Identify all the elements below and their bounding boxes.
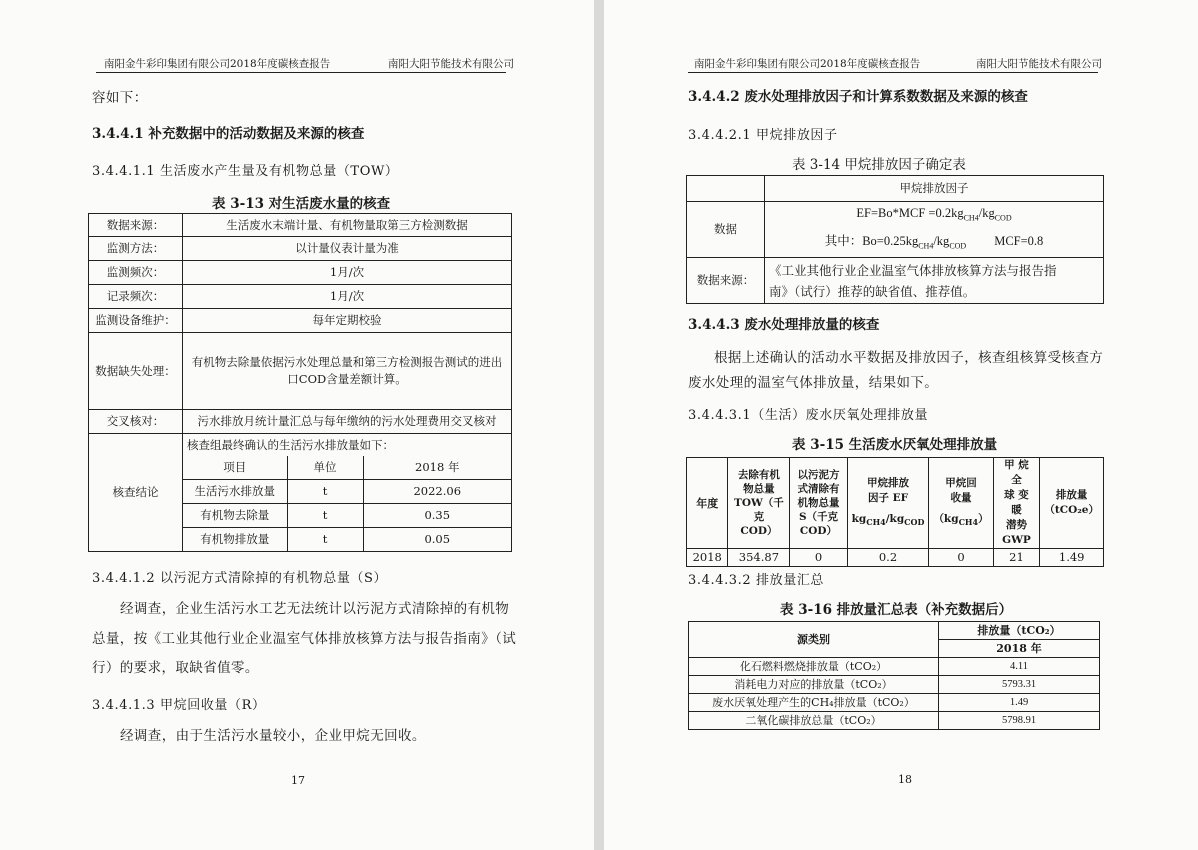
- row-key: 监测方法：: [89, 237, 183, 261]
- page-number: 18: [898, 773, 912, 786]
- header-left-title: 南阳金牛彩印集团有限公司2018年度碳核查报告: [694, 58, 921, 70]
- row-key: 数据缺失处理：: [89, 333, 183, 410]
- inner-cell: 生活污水排放量: [183, 479, 287, 503]
- table-3-13: [88, 213, 512, 552]
- subsection-title-2-1: 3.4.4.2.1 甲烷排放因子: [688, 128, 838, 143]
- cell-source: 二氧化碳排放总量（tCO₂）: [689, 712, 939, 730]
- table-row: [183, 479, 511, 503]
- table-row: [687, 549, 1104, 567]
- source-key: 数据来源：: [687, 258, 765, 304]
- paragraph-line-2: 废水处理的温室气体排放量，结果如下。: [688, 375, 939, 391]
- header-left-title: 南阳金牛彩印集团有限公司2018年度碳核查报告: [104, 58, 331, 70]
- table-row: [89, 333, 512, 410]
- table-row: [89, 237, 512, 261]
- inner-cell: t: [287, 503, 363, 527]
- header-emission: 排放量 （tCO₂e）: [1040, 458, 1104, 549]
- paragraph-2-line-3: 行）的要求，取缺省值零。: [92, 660, 259, 676]
- table-row: [689, 622, 1100, 640]
- cell-recovery: 0: [929, 549, 993, 567]
- header-rule: [96, 72, 506, 73]
- formula-cell: [765, 202, 1104, 258]
- header-recovery: 甲烷回 收量 $(kg_{CH4})$: [929, 458, 993, 549]
- table-row: [689, 658, 1100, 676]
- section-title: 3.4.4.1 补充数据中的活动数据及来源的核查: [92, 126, 365, 142]
- inner-cell: 2022.06: [363, 479, 511, 503]
- conclusion-intro: 核查组最终确认的生活污水排放量如下：: [187, 438, 394, 452]
- table-3-16: [688, 621, 1100, 730]
- inner-cell: 0.35: [363, 503, 511, 527]
- formula-line-1: $EF=Bo*MCF =0.2kg_{CH4}/kg_{COD}$: [856, 206, 1012, 223]
- cell-year: 2018: [687, 549, 728, 567]
- header-year: 年度: [687, 458, 728, 549]
- page-number: 17: [291, 774, 305, 787]
- table-3-16-caption: 表 3-16 排放量汇总表（补充数据后）: [780, 602, 1013, 618]
- inner-cell: 有机物去除量: [183, 503, 287, 527]
- row-value: 生活废水末端计量、有机物量取第三方检测数据: [183, 214, 512, 237]
- cell-value: 4.11: [939, 658, 1100, 676]
- cell-value: 1.49: [939, 694, 1100, 712]
- subsection-title-3-1: 3.4.4.3.1（生活）废水厌氧处理排放量: [688, 408, 929, 423]
- cell-value: 5798.91: [939, 712, 1100, 730]
- cell-sludge: 0: [790, 549, 847, 567]
- subsection-title-3: 3.4.4.1.3 甲烷回收量（R）: [92, 698, 266, 713]
- page-17: [0, 0, 594, 850]
- header-right-title: 南阳大阳节能技术有限公司: [976, 58, 1102, 70]
- subsection-title-3-2: 3.4.4.3.2 排放量汇总: [688, 573, 825, 588]
- formula-line-2: 其中：$Bo=0.25kg_{CH4}/kg_{COD}$ MCF=0.8: [824, 233, 1044, 250]
- table-row: [687, 458, 1104, 549]
- table-row: [89, 434, 512, 552]
- cell-value: 5793.31: [939, 676, 1100, 694]
- header-gwp: 甲 烷 全 球 变 暖 潜势 GWP: [993, 458, 1040, 549]
- header-sludge: 以污泥方 式清除有 机物总量 S（千克 COD）: [790, 458, 847, 549]
- header-right-title: 南阳大阳节能技术有限公司: [388, 58, 514, 70]
- row-key: 记录频次：: [89, 285, 183, 309]
- header-ef: 甲烷排放 因子 EF $kg_{CH4}/kg_{COD}$: [847, 458, 929, 549]
- paragraph-2-line-2: 总量，按《工业其他行业企业温室气体排放核算方法与报告指南》（试: [92, 631, 517, 647]
- paragraph-line-1: 根据上述确认的活动水平数据及排放因子，核查组核算受核查方: [714, 350, 1104, 366]
- row-key: 监测频次：: [89, 261, 183, 285]
- missing-line-1: 有机物去除量依据污水处理总量和第三方检测报告测试的进出: [191, 355, 503, 369]
- source-line-2: 南》（试行）推荐的缺省值、推荐值。: [769, 283, 976, 299]
- cell-source: 化石燃料燃烧排放量（tCO₂）: [689, 658, 939, 676]
- table-3-13-caption: 表 3-13 对生活废水量的核查: [212, 196, 391, 212]
- page-18: [604, 0, 1198, 850]
- row-value: 1月/次: [183, 285, 512, 309]
- section-title-2: 3.4.4.2 废水处理排放因子和计算系数数据及来源的核查: [688, 89, 1028, 105]
- row-key: 监测设备维护：: [89, 309, 183, 333]
- row-value: 每年定期校验: [183, 309, 512, 333]
- row-value: 污水排放月统计量汇总与每年缴纳的污水处理费用交叉核对: [183, 410, 512, 434]
- source-value: [765, 258, 1104, 304]
- table-row: [183, 527, 511, 551]
- cell-gwp: 21: [993, 549, 1040, 567]
- inner-header-item: 项目: [183, 456, 287, 479]
- subsection-title-2: 3.4.4.1.2 以污泥方式清除掉的有机物总量（S）: [92, 571, 388, 586]
- cell-source: 废水厌氧处理产生的CH₄排放量（tCO₂）: [689, 694, 939, 712]
- table-row: [687, 176, 1104, 202]
- header-tow: 去除有机 物总量 TOW（千克 COD）: [728, 458, 790, 549]
- row-key: 交叉核对：: [89, 410, 183, 434]
- row-value: 以计量仪表计量为准: [183, 237, 512, 261]
- table-3-15-caption: 表 3-15 生活废水厌氧处理排放量: [792, 437, 998, 453]
- inner-header-unit: 单位: [287, 456, 363, 479]
- table-row: [89, 214, 512, 237]
- row-value: [183, 333, 512, 410]
- cell-source: 消耗电力对应的排放量（tCO₂）: [689, 676, 939, 694]
- paragraph-2-line-1: 经调查，企业生活污水工艺无法统计以污泥方式清除掉的有机物: [120, 601, 510, 617]
- table-row: [689, 712, 1100, 730]
- source-line-1: 《工业其他行业企业温室气体排放核算方法与报告指: [769, 262, 1057, 278]
- header-source-category: 源类别: [689, 622, 939, 658]
- continued-text: 容如下：: [92, 90, 148, 106]
- table-row: [89, 410, 512, 434]
- table-row: [183, 503, 511, 527]
- table-3-15: [686, 457, 1104, 567]
- inner-cell: 有机物排放量: [183, 527, 287, 551]
- table-3-14-caption: 表 3-14 甲烷排放因子确定表: [792, 157, 966, 173]
- header-emission: 排放量（tCO₂）: [939, 622, 1100, 640]
- table-row: [687, 202, 1104, 258]
- inner-cell: 0.05: [363, 527, 511, 551]
- inner-cell: t: [287, 479, 363, 503]
- cell-ef: 0.2: [847, 549, 929, 567]
- header-year: 2018 年: [939, 640, 1100, 658]
- cell-tow: 354.87: [728, 549, 790, 567]
- table-row: [89, 285, 512, 309]
- missing-line-2: 口COD含量差额计算。: [287, 372, 407, 386]
- table-row: [689, 694, 1100, 712]
- paragraph-3-line-1: 经调查，由于生活污水量较小，企业甲烷无回收。: [120, 728, 426, 744]
- section-title-3: 3.4.4.3 废水处理排放量的核查: [688, 317, 880, 333]
- table-row: [89, 261, 512, 285]
- inner-cell: t: [287, 527, 363, 551]
- table-row: [687, 258, 1104, 304]
- table-row: [689, 676, 1100, 694]
- table-row: [183, 456, 511, 479]
- row-key: 数据来源：: [89, 214, 183, 237]
- conclusion-inner-table: [183, 456, 511, 551]
- row-value: 1月/次: [183, 261, 512, 285]
- data-key: 数据: [687, 202, 765, 258]
- header-rule: [688, 72, 1098, 73]
- cell-emission: 1.49: [1040, 549, 1104, 567]
- table-head: 甲烷排放因子: [765, 176, 1104, 202]
- conclusion-key: 核查结论: [89, 434, 183, 552]
- table-row: [89, 309, 512, 333]
- table-3-14: [686, 175, 1104, 304]
- inner-header-year: 2018 年: [363, 456, 511, 479]
- subsection-title-1: 3.4.4.1.1 生活废水产生量及有机物总量（TOW）: [92, 164, 399, 179]
